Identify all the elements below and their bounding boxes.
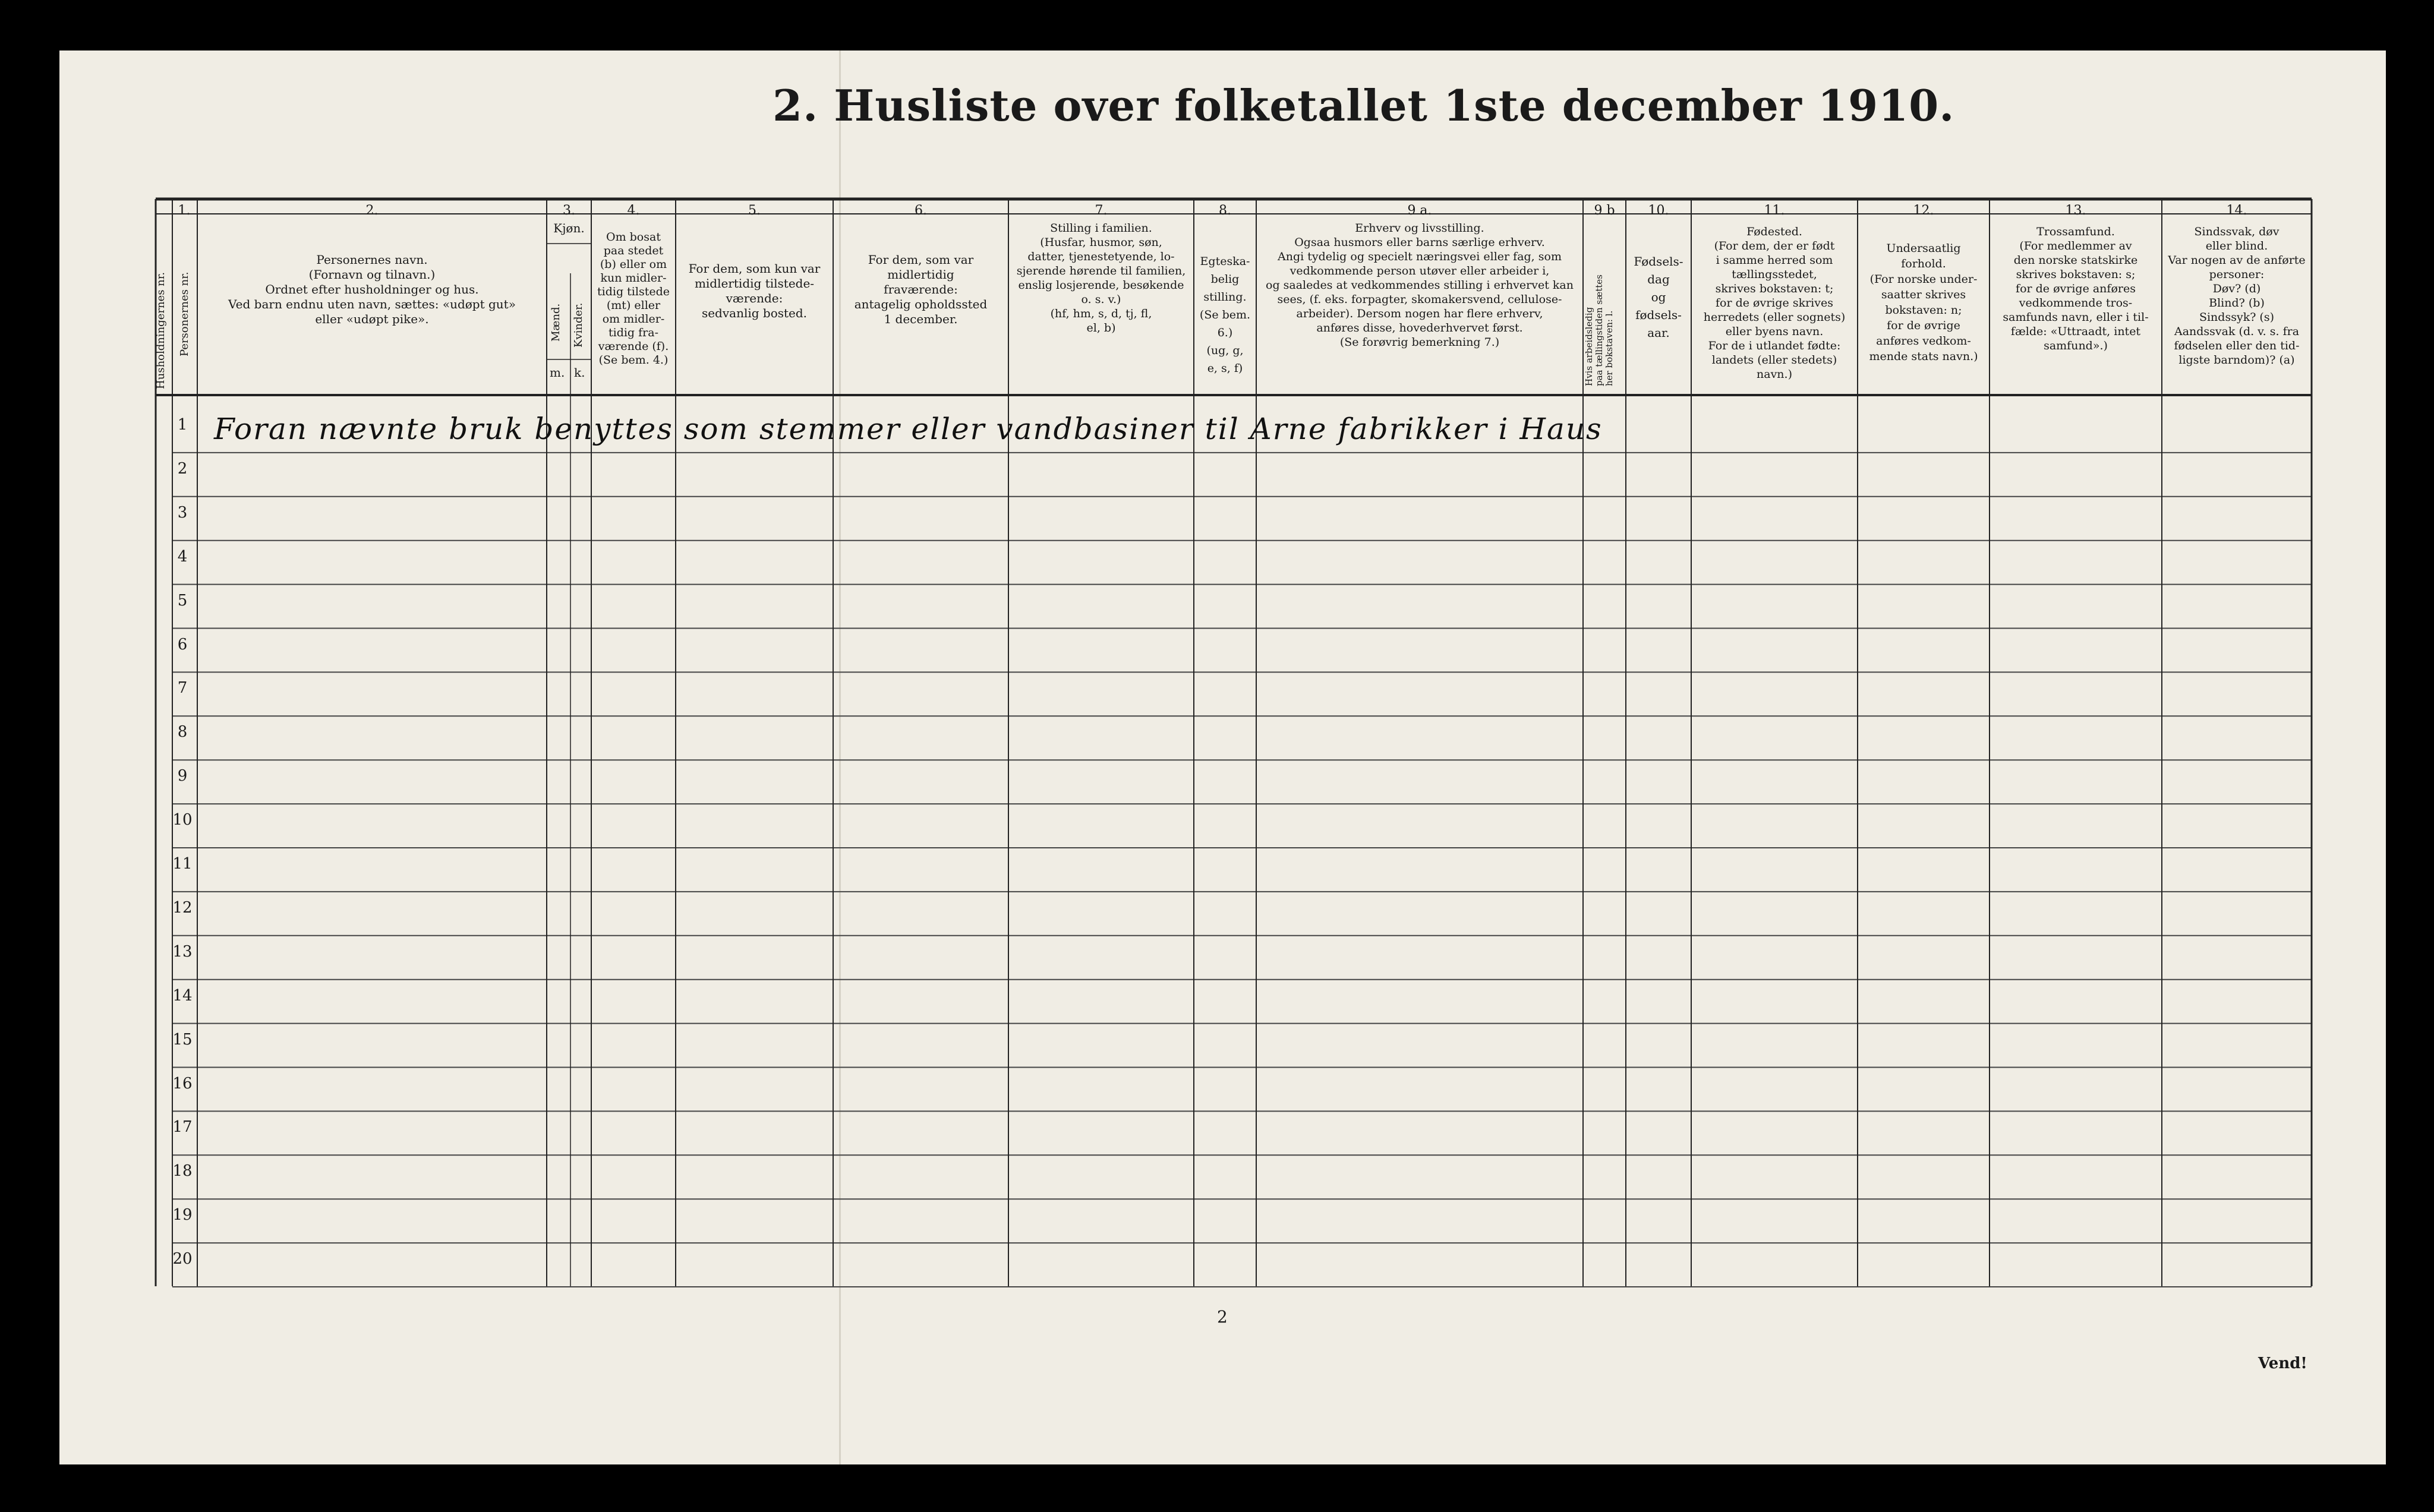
col-num-10: 10.	[1648, 203, 1669, 218]
form-title: 2. Husliste over folketallet 1ste december 1910.	[773, 80, 1955, 131]
row-number: 11	[172, 855, 193, 873]
row-number: 4	[177, 547, 188, 566]
header-residence: Om bosat paa stedet (b) eller om kun midler- tidig tilstede (mt) eller om midler- tidig fra- værende (f). (Se bem. 4.)	[597, 231, 670, 367]
label-k: k.	[574, 365, 585, 380]
label-person-no: Personernes nr.	[178, 272, 191, 356]
row-number: 20	[172, 1250, 193, 1268]
col-num-14: 14.	[2226, 203, 2247, 218]
row-number: 7	[177, 679, 188, 697]
header-birthplace: Fødested. (For dem, der er født i samme herred som tællingsstedet, skrives bokstaven: t; for de øvrige skrives herredets (eller sognets) eller byens navn. For de i utlandet fødte: landets (eller stedets) navn.)	[1703, 225, 1846, 381]
header-citizenship: Undersaatlig forhold. (For norske under- saatter skrives bokstaven: n; for de øvrige anføres vedkom- mende stats navn.)	[1869, 242, 1978, 363]
col-num-5: 5.	[748, 203, 761, 218]
col-num-8: 8.	[1219, 203, 1231, 218]
row-number: 6	[177, 635, 188, 654]
header-family-position: Stilling i familien. (Husfar, husmor, søn, datter, tjenestetyende, lo- sjerende hørende til familien, enslig losjerende, besøkende o. s. v.) (hf, hm, s, d, tj, fl, el, b)	[1016, 222, 1186, 334]
col-num-2: 2.	[365, 203, 379, 218]
col-num-12: 12.	[1913, 203, 1934, 218]
page-number: 2	[1217, 1307, 1228, 1327]
row-number: 13	[172, 942, 193, 961]
header-usual-residence: For dem, som kun var midlertidig tilstede- værende: sedvanlig bosted.	[688, 261, 821, 320]
header-disability: Sindssvak, døv eller blind. Var nogen av de anførte personer: Døv? (d) Blind? (b) Sindssyk? (s) Aandssvak (d. v. s. fra fødselen eller den tid- ligste barndom)? (a)	[2168, 225, 2306, 367]
col-num-9a: 9 a.	[1407, 203, 1432, 218]
handwritten-entry: Foran nævnte bruk benyttes som stemmer eller vandbasiner til Arne fabrikker i Haus	[214, 412, 1603, 446]
row-number: 18	[172, 1162, 193, 1180]
row-number: 19	[172, 1206, 193, 1224]
header-birth-date: Fødsels- dag og fødsels- aar.	[1634, 254, 1683, 340]
header-occupation: Erhverv og livsstilling. Ogsaa husmors eller barns særlige erhverv. Angi tydelig og specielt næringsvei eller fag, som vedkommende person utøver eller arbeider i, og saaledes at vedkommendes stilling i erhvervet kan sees, (f. eks. forpagter, skomakersvend, cellulose- arbeider). Dersom nogen har flere erhverv, anføres disse, hovederhvervet først. (Se forøvrig bemerkning 7.)	[1266, 222, 1574, 349]
col-num-6: 6.	[915, 203, 927, 218]
row-number: 14	[172, 986, 193, 1005]
col-num-1: 1.	[178, 203, 191, 218]
label-unemployed: Hvis arbeidsledig paa tællingstiden sættes her bokstaven: l.	[1584, 274, 1615, 386]
label-male: Mænd.	[550, 303, 562, 342]
row-number: 1	[177, 416, 188, 434]
col-num-3: 3.	[563, 203, 575, 218]
header-religion: Trossamfund. (For medlemmer av den norske statskirke skrives bokstaven: s; for de øvrige anføres vedkommende tros- samfunds navn, eller i til- fælde: «Uttraadt, intet samfund».)	[2003, 225, 2149, 352]
row-number: 15	[172, 1030, 193, 1049]
row-number: 3	[177, 503, 188, 522]
row-number: 2	[177, 459, 188, 478]
col-num-4: 4.	[627, 203, 640, 218]
label-female: Kvinder.	[572, 302, 585, 348]
row-number: 12	[172, 898, 193, 917]
row-number: 8	[177, 723, 188, 741]
col-num-9b: 9 b	[1594, 203, 1615, 218]
col-num-13: 13.	[2065, 203, 2086, 218]
row-number: 9	[177, 767, 188, 785]
header-names: Personernes navn. (Fornavn og tilnavn.) Ordnet efter husholdninger og hus. Ved barn endnu uten navn, sættes: «udøpt gut» eller «udøpt pike».	[228, 252, 516, 326]
header-marital-status: Egteska- belig stilling. (Se bem. 6.) (ug, g, e, s, f)	[1199, 255, 1251, 375]
label-household-no: Husholdningernes nr.	[155, 272, 167, 389]
col-num-7: 7.	[1095, 203, 1108, 218]
header-sex: Kjøn.	[553, 221, 585, 235]
row-number: 5	[177, 591, 188, 610]
turn-over-note: Vend!	[2258, 1355, 2307, 1372]
col-num-11: 11.	[1764, 203, 1785, 218]
label-m: m.	[550, 365, 565, 380]
header-temporary-location: For dem, som var midlertidig fraværende: antagelig opholdssted 1 december.	[854, 252, 988, 326]
row-number: 10	[172, 811, 193, 829]
row-number: 16	[172, 1074, 193, 1093]
row-number: 17	[172, 1118, 193, 1137]
